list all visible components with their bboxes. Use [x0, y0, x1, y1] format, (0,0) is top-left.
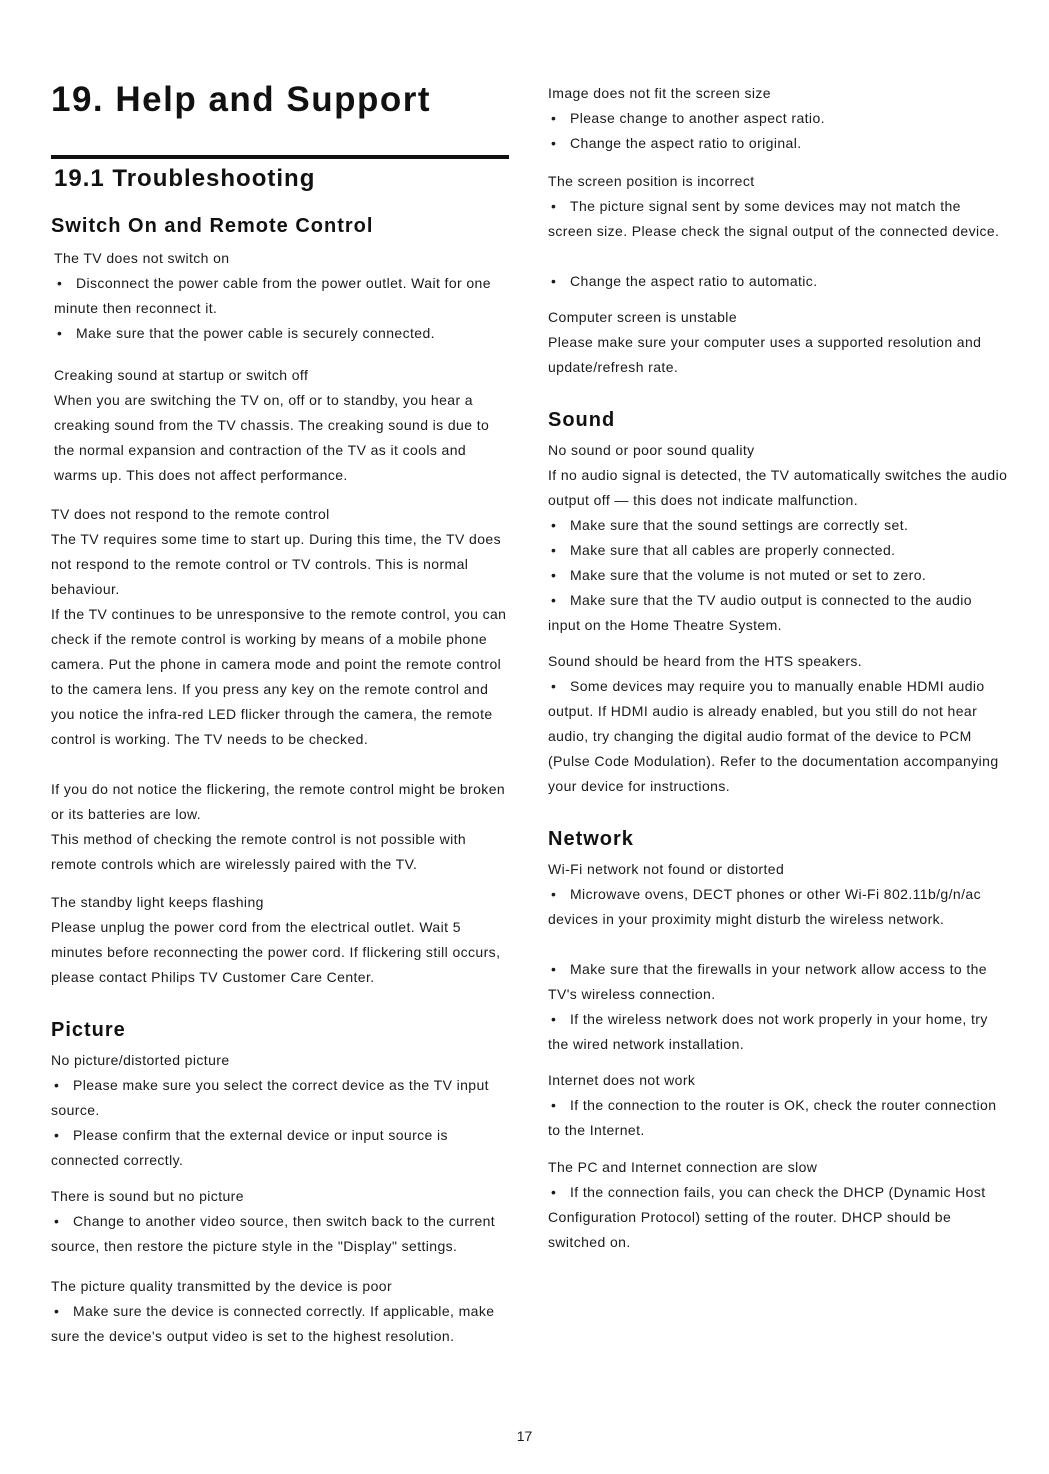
- list-item: • Please make sure you select the correct device as the TV input source.: [51, 1073, 507, 1123]
- bullet-icon: •: [551, 1011, 557, 1027]
- item-title-fit: Image does not fit the screen size: [548, 85, 771, 101]
- bullet-icon: •: [551, 110, 557, 126]
- item-title-hts: Sound should be heard from the HTS speakers.: [548, 653, 863, 669]
- bullet-icon: •: [551, 1097, 557, 1113]
- item-title-internet: Internet does not work: [548, 1072, 696, 1088]
- item-title-no-switch-on: The TV does not switch on: [54, 250, 230, 266]
- page-number: 17: [516, 1428, 533, 1444]
- item-title-creaking: Creaking sound at startup or switch off: [54, 367, 309, 383]
- list-item: • If the connection to the router is OK, check the router connection to the Internet.: [548, 1093, 1008, 1143]
- list-item: • Disconnect the power cable from the power outlet. Wait for one minute then reconnect it.: [54, 271, 507, 321]
- title-divider: [51, 155, 509, 159]
- bullet-icon: •: [551, 198, 557, 214]
- list-item: • The picture signal sent by some devices may not match the screen size. Please check the signal output of the connected device.: [548, 194, 1008, 244]
- list-item: • Make sure that the firewalls in your network allow access to the TV's wireless connection.: [548, 957, 1008, 1007]
- item-title-wifi: Wi-Fi network not found or distorted: [548, 861, 785, 877]
- paragraph-remote-1: The TV requires some time to start up. During this time, the TV does not respond to the remote control or TV controls. This is normal behaviour.: [51, 531, 501, 597]
- heading-switch-on-remote: Switch On and Remote Control: [51, 215, 374, 237]
- item-title-standby: The standby light keeps flashing: [51, 894, 264, 910]
- list-item: • Make sure that the volume is not muted or set to zero.: [548, 563, 1008, 588]
- item-title-quality: The picture quality transmitted by the device is poor: [51, 1278, 393, 1294]
- item-title-unstable: Computer screen is unstable: [548, 309, 737, 325]
- page-title: 19. Help and Support: [51, 80, 432, 119]
- section-title-troubleshooting: 19.1 Troubleshooting: [54, 165, 316, 192]
- list-item: • Make sure that the sound settings are correctly set.: [548, 513, 1008, 538]
- list-item: • Please confirm that the external device or input source is connected correctly.: [51, 1123, 507, 1173]
- list-item: • Some devices may require you to manually enable HDMI audio output. If HDMI audio is already enabled, but you still do not hear audio, try changing the digital audio format of the device to PCM (Pulse Code Modulation). Refer to the documentation accompanying your device for instructions.: [548, 674, 1008, 799]
- bullet-icon: •: [551, 273, 557, 289]
- item-title-slow: The PC and Internet connection are slow: [548, 1159, 818, 1175]
- item-title-sound-no-picture: There is sound but no picture: [51, 1188, 244, 1204]
- bullet-icon: •: [551, 592, 557, 608]
- list-item: • Make sure the device is connected correctly. If applicable, make sure the device's output video is set to the highest resolution.: [51, 1299, 507, 1349]
- bullet-icon: •: [54, 1077, 60, 1093]
- list-item: • Make sure that all cables are properly connected.: [548, 538, 1008, 563]
- item-title-remote: TV does not respond to the remote control: [51, 506, 330, 522]
- list-item: • Change the aspect ratio to automatic.: [548, 269, 1008, 294]
- paragraph-remote-3: If you do not notice the flickering, the remote control might be broken or its batteries are low.: [51, 781, 506, 822]
- bullet-icon: •: [54, 1127, 60, 1143]
- heading-picture: Picture: [51, 1019, 126, 1041]
- list-item: • Change to another video source, then switch back to the current source, then restore the picture style in the "Display" settings.: [51, 1209, 507, 1259]
- item-title-no-sound: No sound or poor sound quality: [548, 442, 755, 458]
- bullet-icon: •: [57, 325, 63, 341]
- paragraph-remote-4: This method of checking the remote control is not possible with remote controls which are wirelessly paired with the TV.: [51, 831, 467, 872]
- bullet-icon: •: [551, 135, 557, 151]
- bullet-icon: •: [54, 1213, 60, 1229]
- paragraph-unstable: Please make sure your computer uses a supported resolution and update/refresh rate.: [548, 334, 982, 375]
- list-item: • If the wireless network does not work properly in your home, try the wired network installation.: [548, 1007, 1008, 1057]
- bullet-icon: •: [551, 517, 557, 533]
- paragraph-remote-2: If the TV continues to be unresponsive to the remote control, you can check if the remote control is working by means of a mobile phone camera. Put the phone in camera mode and point the remote control to the camera lens. If you press any key on the remote control and you notice the infra-red LED flicker through the camera, the remote control is working. The TV needs to be checked.: [51, 606, 507, 747]
- list-item: • Please change to another aspect ratio.: [548, 106, 1008, 131]
- paragraph-standby: Please unplug the power cord from the electrical outlet. Wait 5 minutes before reconnecting the power cord. If flickering still occurs, please contact Philips TV Customer Care Center.: [51, 919, 501, 985]
- list-item: • Make sure that the power cable is securely connected.: [54, 321, 507, 346]
- list-item: • Make sure that the TV audio output is connected to the audio input on the Home Theatre System.: [548, 588, 1008, 638]
- bullet-icon: •: [551, 886, 557, 902]
- bullet-icon: •: [54, 1303, 60, 1319]
- list-item: • Change the aspect ratio to original.: [548, 131, 1008, 156]
- item-title-position: The screen position is incorrect: [548, 173, 755, 189]
- bullet-icon: •: [551, 542, 557, 558]
- list-item: • Microwave ovens, DECT phones or other Wi-Fi 802.11b/g/n/ac devices in your proximity might disturb the wireless network.: [548, 882, 1008, 932]
- paragraph-creaking: When you are switching the TV on, off or to standby, you hear a creaking sound from the TV chassis. The creaking sound is due to the normal expansion and contraction of the TV as it cools and warms up. This does not affect performance.: [54, 392, 490, 483]
- heading-sound: Sound: [548, 409, 616, 431]
- paragraph-no-sound: If no audio signal is detected, the TV automatically switches the audio output off — this does not indicate malfunction.: [548, 467, 1008, 508]
- bullet-icon: •: [57, 275, 63, 291]
- bullet-icon: •: [551, 678, 557, 694]
- item-title-no-picture: No picture/distorted picture: [51, 1052, 230, 1068]
- bullet-icon: •: [551, 961, 557, 977]
- heading-network: Network: [548, 828, 634, 850]
- list-item: • If the connection fails, you can check the DHCP (Dynamic Host Configuration Protocol) setting of the router. DHCP should be switched on.: [548, 1180, 1008, 1255]
- bullet-icon: •: [551, 567, 557, 583]
- bullet-icon: •: [551, 1184, 557, 1200]
